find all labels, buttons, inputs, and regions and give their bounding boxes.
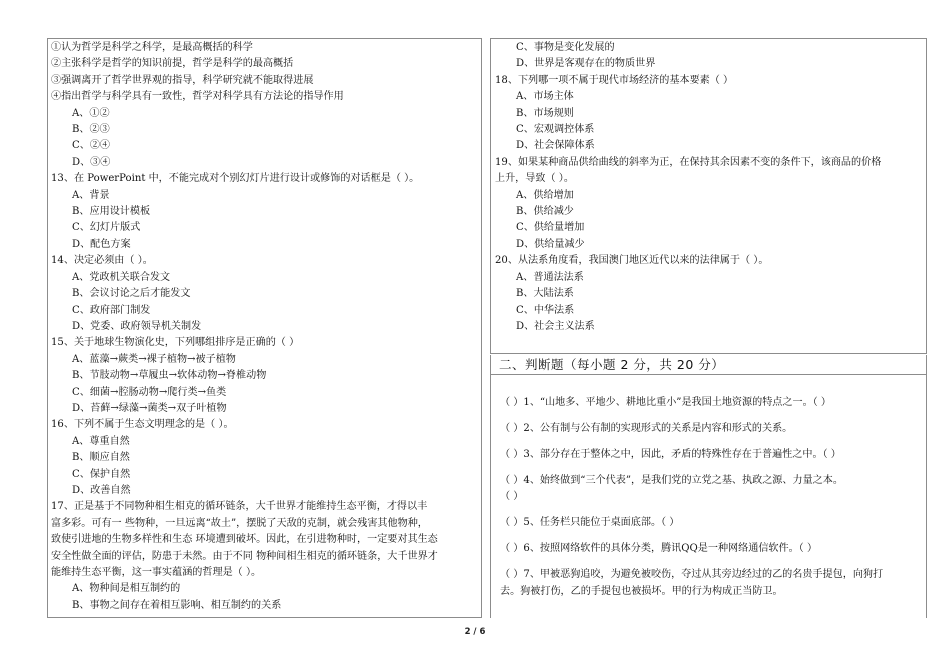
option-line: A、尊重自然 — [72, 435, 130, 447]
text-line: 富多彩。可有一 些物种，一旦远离“故土”，摆脱了天敌的克制，就会残害其他物种， — [51, 517, 428, 529]
true-false-section — [490, 355, 927, 618]
option-line: B、事物之间存在着相互影响、相互制约的关系 — [72, 599, 282, 611]
section-divider — [491, 374, 926, 375]
option-line: B、应用设计模板 — [72, 206, 151, 218]
text-line: 17、正是基于不同物种相生相克的循环链条，大千世界才能维持生态平衡，才得以丰 — [51, 501, 428, 513]
item-text: （ ）3、部分存在于整体之中，因此，矛盾的特殊性存在于普遍性之中。（ ） — [500, 449, 841, 460]
text-line: ④指出哲学与科学具有一致性，哲学对科学具有方法论的指导作用 — [51, 91, 344, 103]
option-line: A、蓝藻→蕨类→裸子植物→被子植物 — [72, 353, 236, 365]
text-line: ②主张科学是哲学的知识前提，哲学是科学的最高概括 — [51, 58, 294, 70]
option-line: B、②③ — [72, 124, 110, 136]
text-line: 16、下列不属于生态文明理念的是（ ）。 — [51, 419, 234, 431]
option-line: C、幻灯片版式 — [72, 222, 141, 234]
item-text: （ ）7、甲被恶狗追咬，为避免被咬伤，夺过从其旁边经过的乙的名贵手提包，向狗打 — [500, 569, 884, 581]
text-line: ③强调离开了哲学世界观的指导，科学研究就不能取得进展 — [51, 74, 314, 86]
item-text: （ ） — [500, 491, 524, 503]
text-line: 20、从法系角度看，我国澳门地区近代以来的法律属于（ ）。 — [495, 255, 769, 267]
option-line: A、普通法法系 — [516, 271, 584, 283]
item-text: （ ）2、公有制与公有制的实现形式的关系是内容和形式的关系。 — [500, 423, 793, 434]
text-line: 安全性做全面的评估，防患于未然。由于不同 物种间相生相克的循环链条，大千世界才 — [51, 550, 438, 562]
text-line: 致使引进地的生物多样性和生态 环境遭到破坏。因此，在引进物种时，一定要对其生态 — [51, 534, 438, 546]
option-line: A、党政机关联合发文 — [72, 271, 171, 283]
text-line: 能维持生态平衡，这一事实蕴涵的哲理是（ ）。 — [51, 567, 262, 578]
option-line: C、政府部门制发 — [72, 304, 151, 316]
option-line: B、顺应自然 — [72, 452, 130, 464]
true-false-list — [500, 395, 920, 610]
true-false-item — [500, 473, 920, 506]
item-text: （ ）1、“山地多、平地少、耕地比重小”是我国土地资源的特点之一。（ ） — [500, 397, 832, 408]
true-false-item — [500, 567, 920, 600]
option-line: B、市场规则 — [516, 107, 574, 119]
true-false-item — [500, 515, 920, 531]
option-line: D、③④ — [72, 156, 111, 168]
option-line: C、保护自然 — [72, 468, 131, 480]
text-line: ①认为哲学是科学之科学，是最高概括的科学 — [51, 42, 253, 53]
option-line: A、物种间是相互制约的 — [72, 583, 181, 595]
true-false-item — [500, 421, 920, 437]
option-line: D、社会主义法系 — [516, 320, 595, 332]
option-line: D、改善自然 — [72, 484, 131, 496]
option-line: B、节肢动物→草履虫→软体动物→脊椎动物 — [72, 370, 267, 382]
option-line: A、背景 — [72, 189, 110, 201]
text-line: 18、下列哪一项不属于现代市场经济的基本要素（ ） — [495, 74, 734, 86]
true-false-item — [500, 395, 920, 411]
option-line: B、会议讨论之后才能发文 — [72, 288, 191, 300]
option-line: B、供给减少 — [516, 206, 574, 218]
option-line: C、细菌→腔肠动物→爬行类→鱼类 — [72, 386, 227, 398]
option-line: C、事物是变化发展的 — [516, 42, 615, 53]
text-line: 19、如果某种商品供给曲线的斜率为正，在保持其余因素不变的条件下，该商品的价格 — [495, 156, 882, 168]
option-line: C、供给量增加 — [516, 222, 585, 234]
option-line: D、供给量减少 — [516, 238, 585, 250]
option-line: D、苔藓→绿藻→菌类→双子叶植物 — [72, 402, 227, 414]
right-column — [490, 38, 927, 354]
text-line: 13、在 PowerPoint 中，不能完成对个别幻灯片进行设计或修饰的对话框是（ ）。 — [51, 173, 420, 185]
option-line: C、②④ — [72, 140, 111, 152]
option-line: D、世界是客观存在的物质世界 — [516, 58, 656, 70]
item-text: （ ）5、任务栏只能位于桌面底部。（ ） — [500, 517, 680, 529]
text-line: 15、关于地球生物演化史，下列哪组排序是正确的（ ） — [51, 337, 300, 349]
option-line: B、大陆法系 — [516, 288, 574, 300]
item-text: （ ）4、始终做到“三个代表”，是我们党的立党之基、执政之源、力量之本。 — [500, 475, 843, 486]
text-line: 14、决定必须由（ ）。 — [51, 255, 153, 267]
page-number: 2 / 6 — [464, 627, 486, 637]
text-line: 上升，导致（ ）。 — [495, 173, 574, 185]
option-line: D、配色方案 — [72, 238, 131, 250]
option-line: D、社会保障体系 — [516, 140, 595, 152]
left-column — [47, 38, 482, 618]
true-false-item — [500, 447, 920, 463]
item-text: 去。狗被打伤，乙的手提包也被损坏。甲的行为构成正当防卫。 — [500, 585, 783, 597]
true-false-item — [500, 541, 920, 557]
item-text: （ ）6、按照网络软件的具体分类，腾讯QQ是一种网络通信软件。（ ） — [500, 543, 818, 555]
option-line: A、①② — [72, 107, 110, 119]
section-title: 二、判断题（每小题 2 分，共 20 分） — [499, 357, 725, 372]
option-line: C、宏观调控体系 — [516, 124, 595, 136]
option-line: C、中华法系 — [516, 304, 575, 316]
option-line: D、党委、政府领导机关制发 — [72, 320, 202, 332]
option-line: A、市场主体 — [516, 91, 574, 103]
option-line: A、供给增加 — [516, 189, 574, 201]
